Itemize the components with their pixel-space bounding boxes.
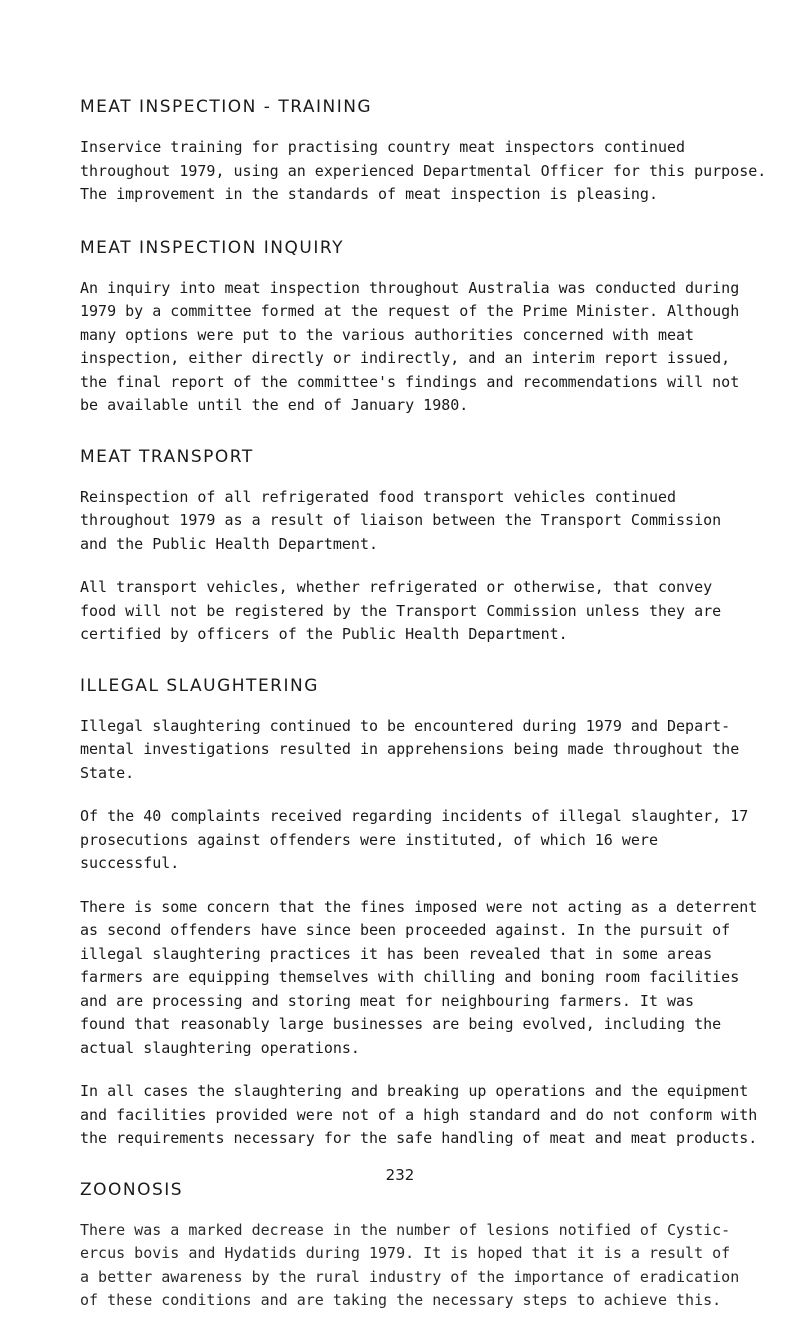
paragraph: There is some concern that the fines imposed were not acting as a deterrent as second offenders have since been proceeded against. In the pursuit of illegal slaughtering practices it has been revealed that in some areas farmers are equipping themselves with chilling and boning room facilities and are processing and storing meat for neighbouring farmers. It was found that reasonably large businesses are being evolved, including the actual slaughtering operations.	[80, 897, 758, 1057]
paragraph: Of the 40 complaints received regarding incidents of illegal slaughter, 17 prosecutions against offenders were instituted, of which 16 were successful.	[80, 807, 749, 872]
section-heading: ILLEGAL SLAUGHTERING	[80, 675, 319, 696]
section-heading: MEAT INSPECTION - TRAINING	[80, 97, 373, 117]
paragraph: In all cases the slaughtering and breaking up operations and the equipment and facilities provided were not of a high standard and do not conform with the requirements necessary for the safe handling of meat and meat products.	[80, 1082, 758, 1147]
section-illegal-slaughtering	[80, 675, 770, 1151]
section-heading: ZOONOSIS	[80, 1179, 184, 1200]
paragraph: Illegal slaughtering continued to be encountered during 1979 and Depart- mental investigations resulted in apprehensions being made throughout the State.	[80, 716, 740, 782]
section-heading: MEAT INSPECTION INQUIRY	[80, 237, 344, 258]
paragraph: All transport vehicles, whether refrigerated or otherwise, that convey food will not be registered by the Transport Commission unless they are certified by officers of the Public Health Department.	[80, 578, 722, 643]
section-meat-inspection-inquiry	[80, 237, 770, 418]
section-meat-inspection-training	[80, 96, 770, 207]
paragraph: An inquiry into meat inspection throughout Australia was conducted during 1979 by a committee formed at the request of the Prime Minister. Although many options were put to the various authorities concerned with meat inspection, either directly or indirectly, and an interim report issued, the final report of the committee's findings and recommendations will not be available until the end of January 1980.	[80, 278, 740, 414]
section-meat-transport	[80, 446, 770, 647]
page-body	[80, 96, 770, 1341]
paragraph: Inservice training for practising country meat inspectors continued throughout 1979, using an experienced Departmental Officer for this purpose. The improvement in the standards of meat inspection is pleasing.	[80, 138, 767, 203]
section-heading: MEAT TRANSPORT	[80, 446, 254, 467]
page-number: 232	[385, 1166, 415, 1184]
paragraph: Reinspection of all refrigerated food transport vehicles continued throughout 1979 as a result of liaison between the Transport Commission and the Public Health Department.	[80, 487, 722, 553]
paragraph: There was a marked decrease in the number of lesions notified of Cystic- ercus bovis and Hydatids during 1979. It is hoped that it is a result of a better awareness by the rural industry of the importance of eradication of these conditions and are taking the necessary steps to achieve this.	[80, 1220, 740, 1309]
section-zoonosis	[80, 1179, 770, 1313]
